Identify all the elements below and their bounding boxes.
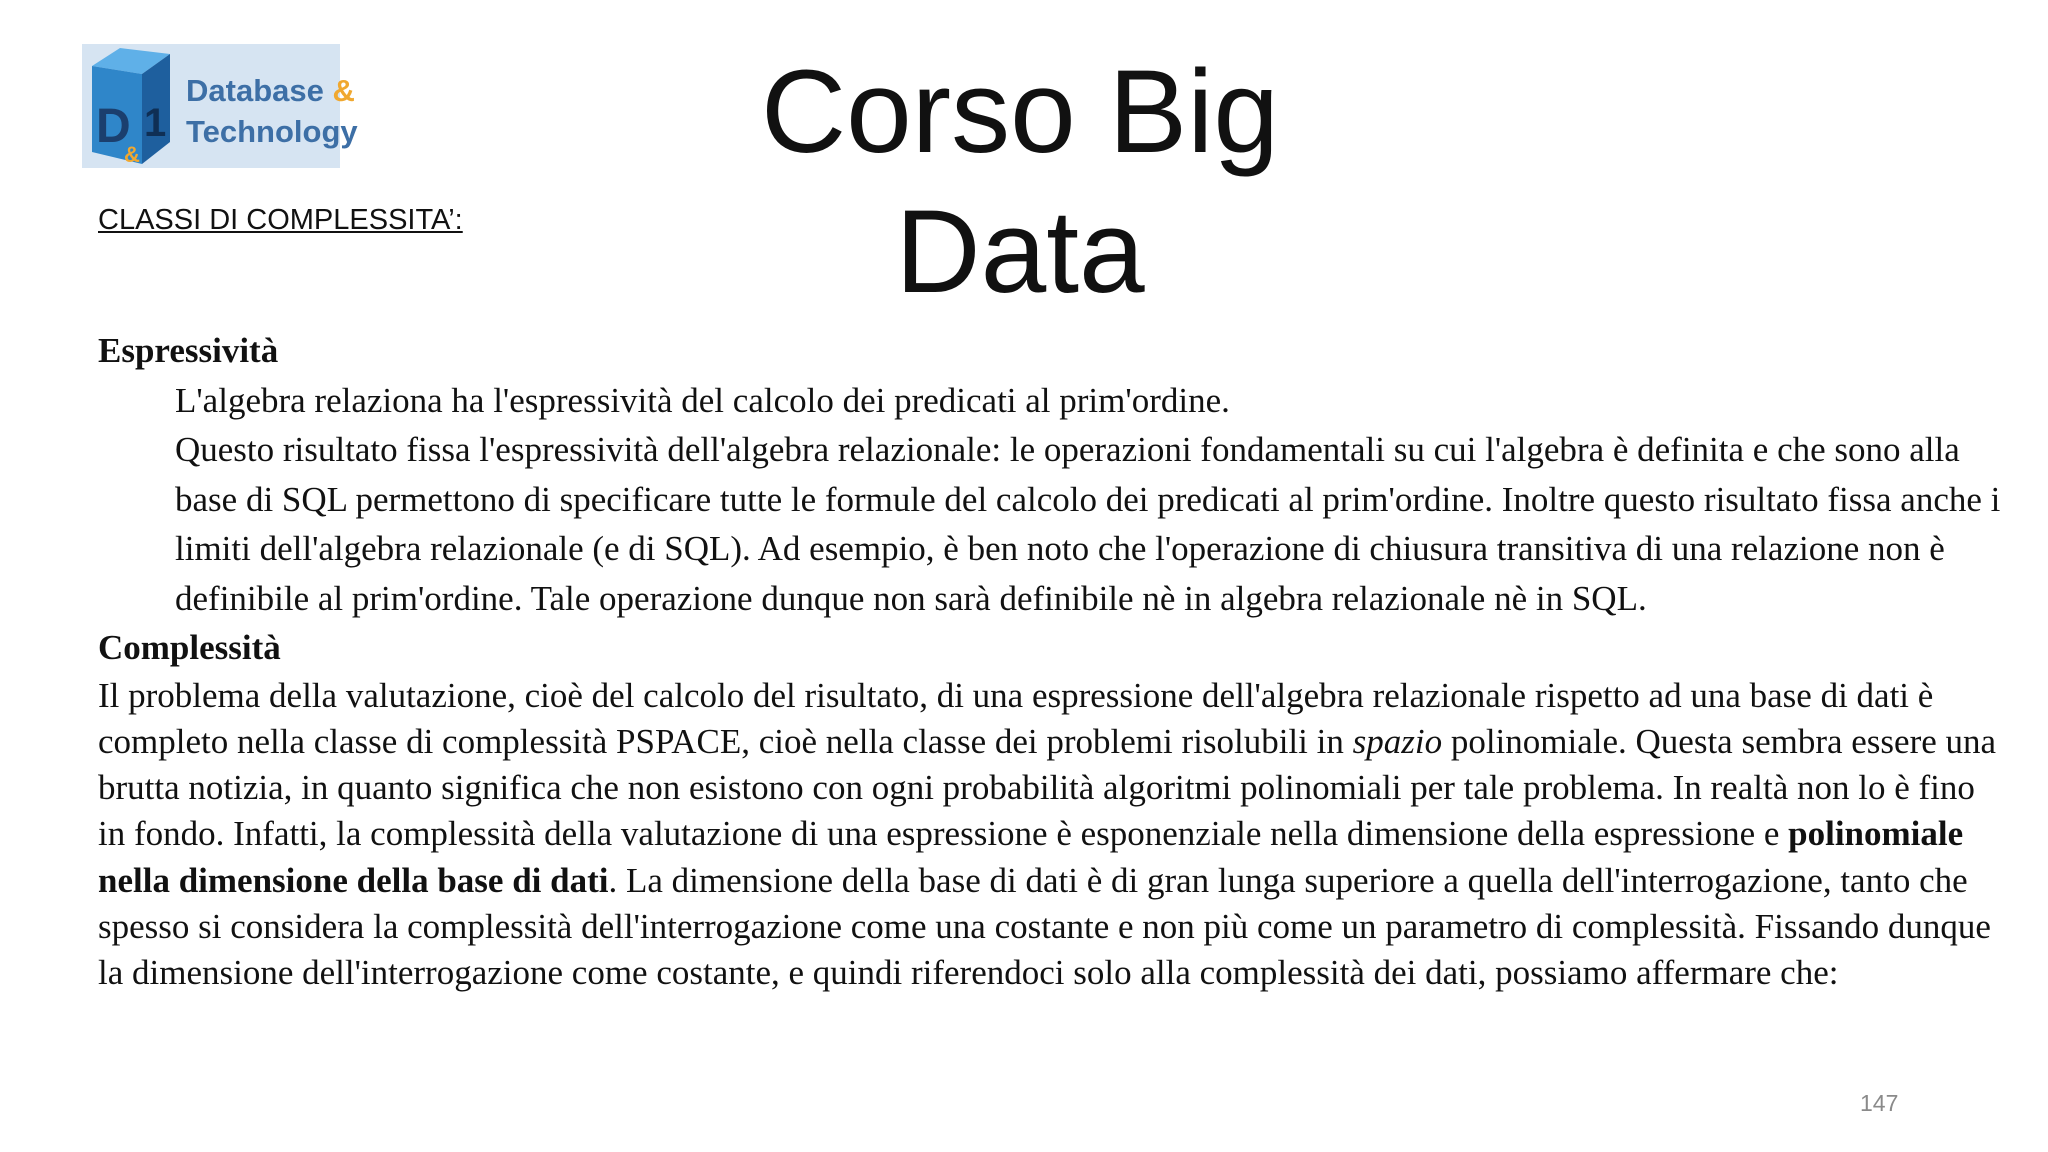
page-number: 147 bbox=[1860, 1090, 1899, 1116]
espressivita-heading: Espressività bbox=[98, 331, 279, 370]
espressivita-line1: L'algebra relaziona ha l'espressività del calcolo dei predicati al prim'ordine. bbox=[175, 380, 1230, 420]
complessita-text-a: Il problema della valutazione, cioè del calcolo del risultato, di una espressione dell'algebra relazionale rispetto ad una base di dati è completo nella classe di complessità PSPACE, cioè nella classe dei problemi risolubili in bbox=[98, 675, 1934, 761]
svg-text:&: & bbox=[124, 142, 140, 167]
complessita-heading: Complessità bbox=[98, 628, 281, 667]
complessita-text-italic: spazio bbox=[1352, 721, 1443, 761]
logo bbox=[82, 44, 358, 168]
slide-title: Corso Big Data bbox=[760, 46, 1280, 318]
slide-content bbox=[98, 326, 2010, 997]
svg-text:1: 1 bbox=[144, 101, 167, 145]
complessita-text-b: polinomiale. Questa sembra essere una brutta notizia, in quanto significa che non esistono con ogni probabilità algoritmi polinomiali per tale problema. In realtà non lo è fino in fondo. Infatti, la complessità della valutazione di una espressione è esponenziale nella dimensione della espressione e bbox=[98, 721, 1997, 854]
logo-line2: Technology bbox=[186, 114, 358, 149]
complessita-text-bold: polinomiale nella dimensione della base di dati bbox=[98, 814, 1964, 900]
logo-line1: Database bbox=[186, 73, 324, 108]
logo-ampersand: & bbox=[332, 73, 355, 108]
logo-text bbox=[186, 70, 358, 152]
database-technology-cube-logo-icon bbox=[82, 44, 182, 168]
complessita-text-c: . La dimensione della base di dati è di gran lunga superiore a quella dell'interrogazione, tanto che spesso si considera la complessità dell'interrogazione come una costante e non più come un parametro di complessità. Fissando dunque la dimensione dell'interrogazione come costante, e quindi riferendoci solo alla complessità dei dati, possiamo affermare che: bbox=[98, 860, 1991, 993]
section-label: CLASSI DI COMPLESSITA’: bbox=[98, 204, 463, 236]
complessita-paragraph bbox=[98, 673, 2010, 997]
espressivita-paragraph: Questo risultato fissa l'espressività dell'algebra relazionale: le operazioni fondamentali su cui l'algebra è definita e che sono alla base di SQL permettono di specificare tutte le formule del calcolo dei predicati al prim'ordine. Inoltre questo risultato fissa anche i limiti dell'algebra relazionale (e di SQL). Ad esempio, è ben noto che l'operazione di chiusura transitiva di una relazione non è definibile al prim'ordine. Tale operazione dunque non sarà definibile nè in algebra relazionale nè in SQL. bbox=[175, 430, 2001, 618]
svg-text:D: D bbox=[96, 100, 131, 153]
